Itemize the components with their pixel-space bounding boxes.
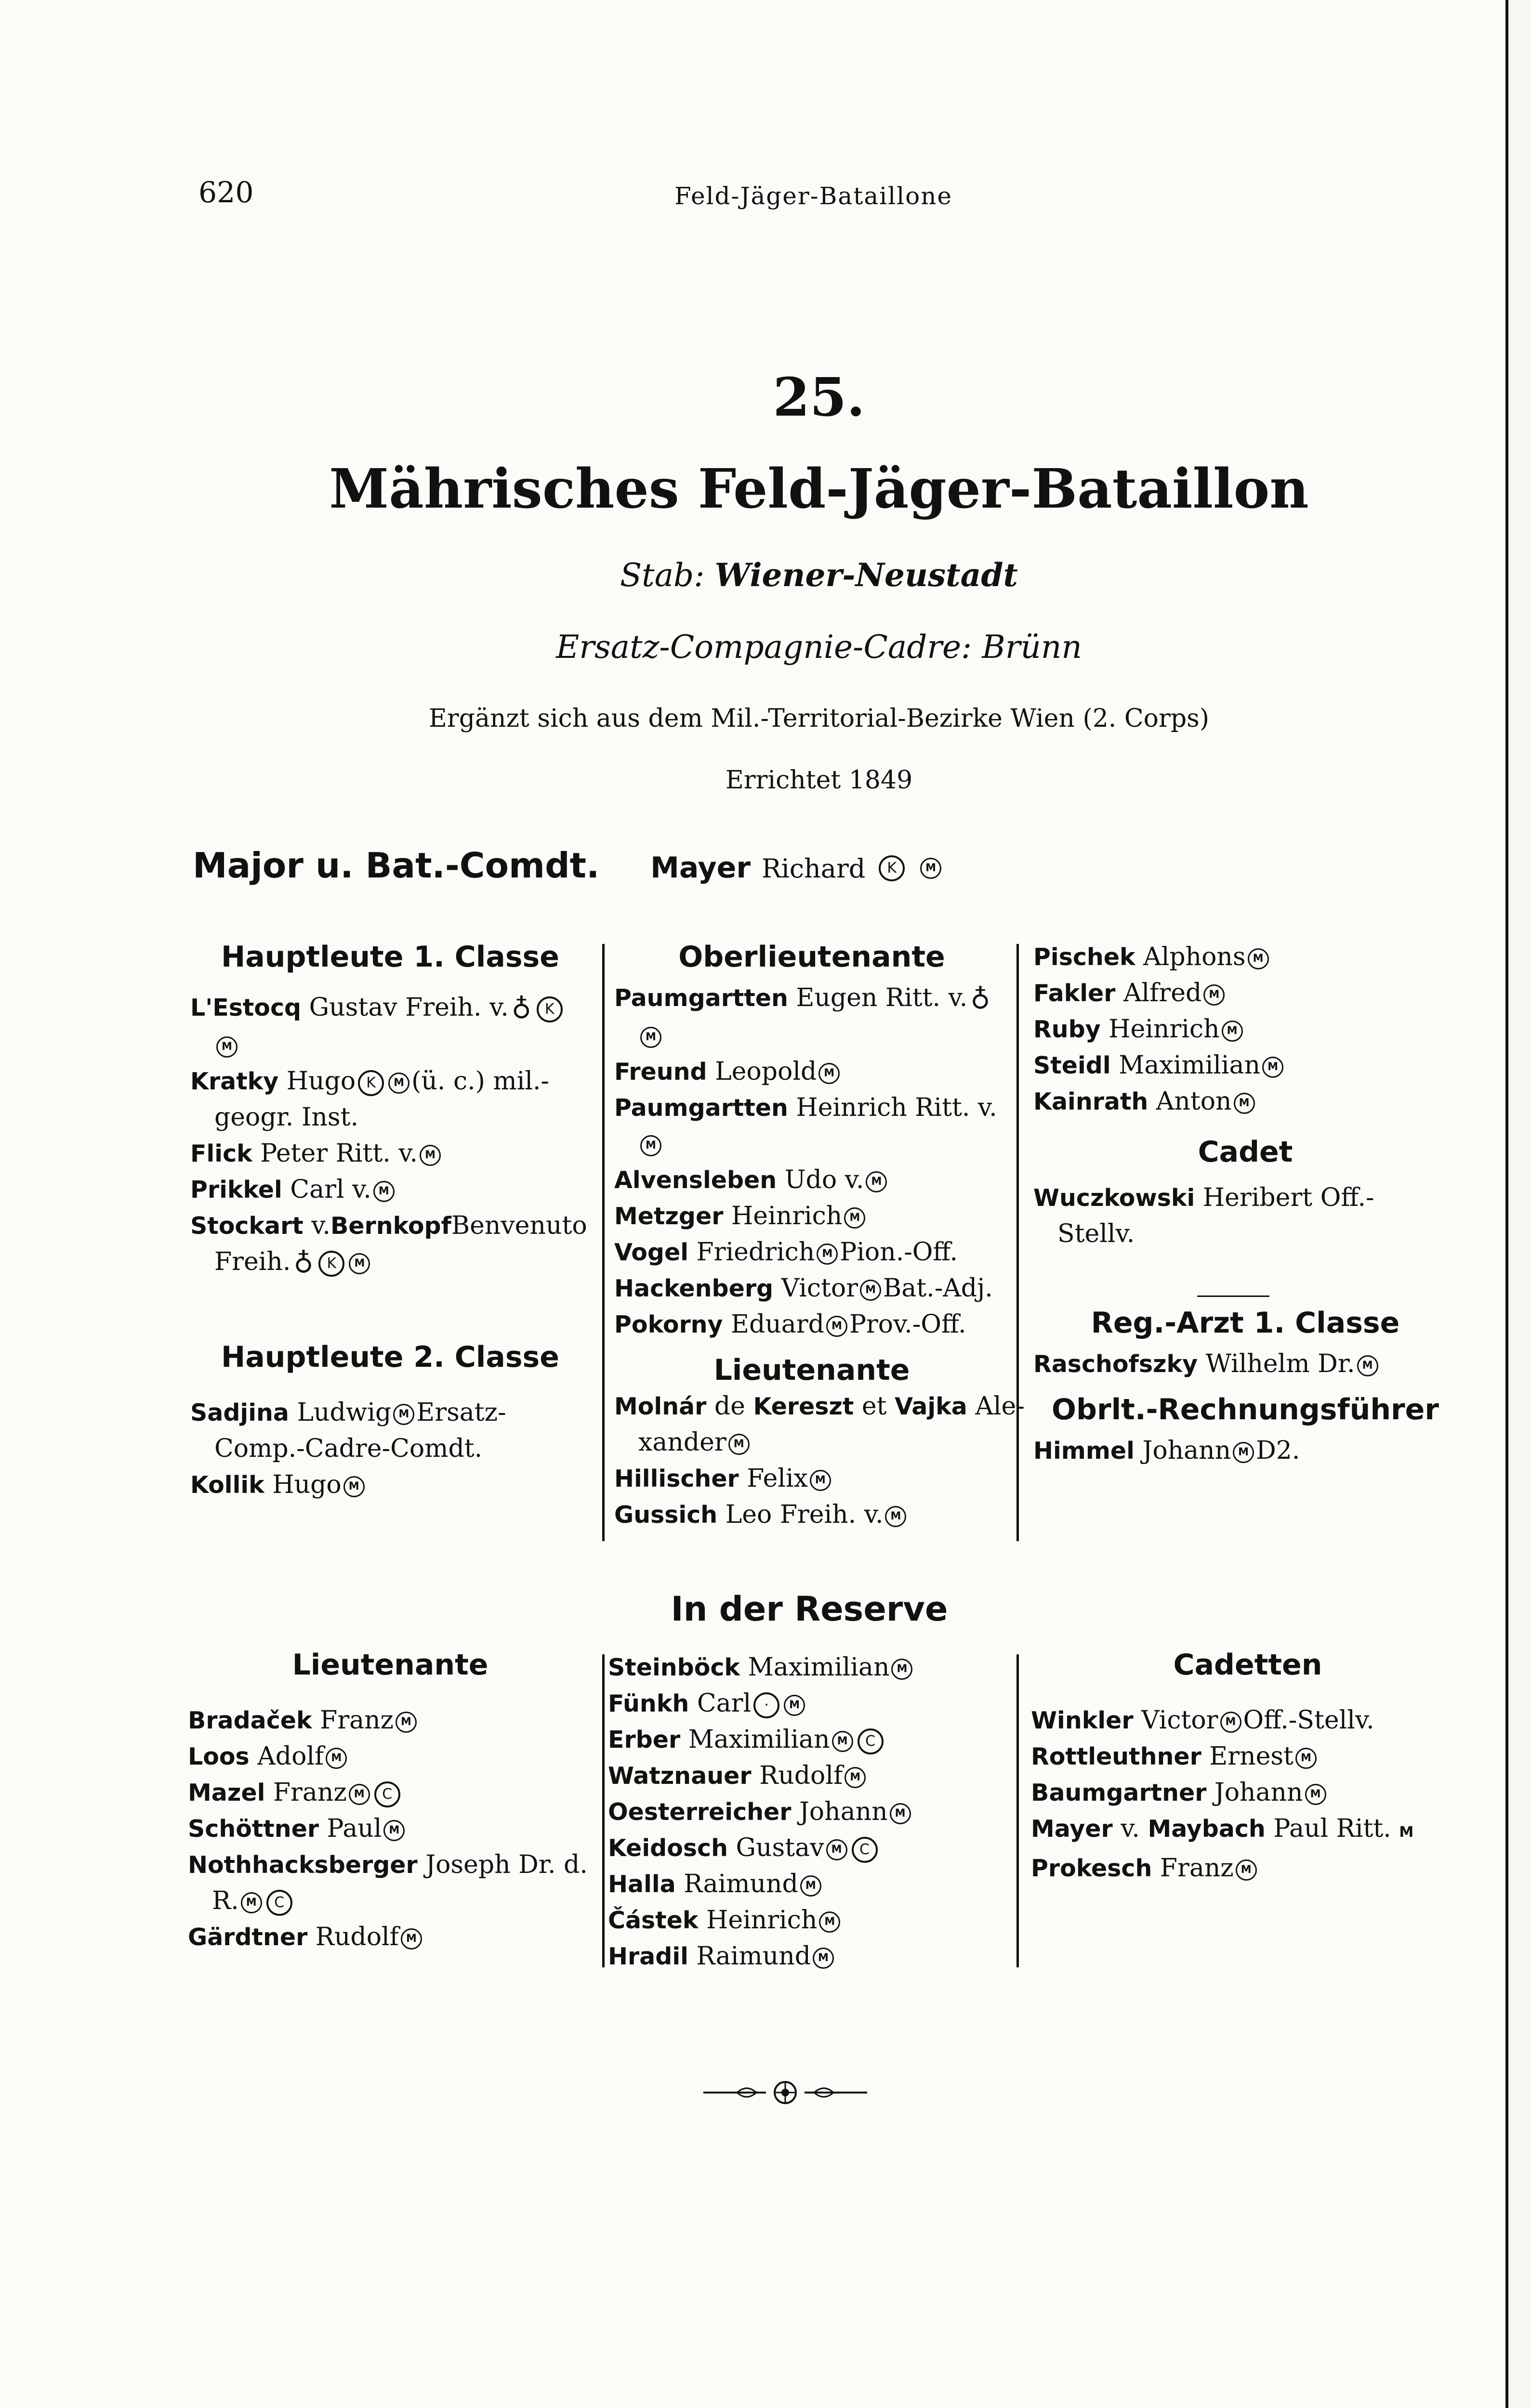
list-item: Watznauer Rudolf M xyxy=(608,1758,1013,1794)
stab-line xyxy=(0,556,1531,594)
list-item: Kratky Hugo K M (ü. c.) mil.- xyxy=(190,1067,550,1096)
merit-icon: M xyxy=(844,1207,865,1229)
list-item-cont xyxy=(614,1126,1009,1162)
merit-icon: M xyxy=(1234,1093,1255,1114)
list-item: Stockart v.BernkopfBenvenuto xyxy=(190,1211,587,1240)
page-edge xyxy=(1505,0,1531,2408)
major-surname: Mayer xyxy=(650,851,751,885)
merit-icon: M xyxy=(818,1063,840,1084)
list-item: Alvensleben Udo v. M xyxy=(614,1162,1009,1198)
merit-icon: M xyxy=(826,1839,847,1860)
k-mark-icon: K xyxy=(537,996,563,1022)
page-number: 620 xyxy=(198,176,254,209)
list-item: Mayer v. Maybach Paul Ritt. M xyxy=(1031,1814,1414,1843)
merit-icon: M xyxy=(349,1784,370,1805)
list-item: Fünkh Carl · M xyxy=(608,1686,1013,1722)
merit-icon: M xyxy=(810,1470,831,1491)
merit-icon: M xyxy=(640,1135,661,1156)
list-item: L'Estocq Gustav Freih. v. ♁ K xyxy=(190,990,590,1027)
merit-icon: M xyxy=(326,1748,347,1769)
section-heading: Cadet xyxy=(1198,1135,1293,1169)
errichtet-line: Errichtet 1849 xyxy=(725,766,913,795)
major-label: Major u. Bat.-Comdt. xyxy=(193,845,600,886)
merit-icon: M xyxy=(241,1892,262,1913)
k-mark-icon: K xyxy=(358,1070,384,1096)
list-item: Kainrath Anton M xyxy=(1033,1084,1457,1120)
column-2 xyxy=(614,939,1025,1533)
divider xyxy=(1197,1296,1269,1297)
list-item-cont xyxy=(190,1027,590,1063)
list-item: Schöttner Paul M xyxy=(188,1811,593,1847)
merit-icon: M xyxy=(832,1731,853,1752)
order-icon: ♁ xyxy=(970,984,990,1015)
list-item: Hradil Raimund M xyxy=(608,1938,1013,1975)
section-heading: Reg.-Arzt 1. Classe xyxy=(1091,1306,1400,1340)
reserve-column-1 xyxy=(188,1647,593,1955)
order-icon: ♁ xyxy=(293,1248,314,1279)
section-heading: Hauptleute 1. Classe xyxy=(221,940,559,974)
list-item: Bradaček Franz M xyxy=(188,1702,593,1739)
list-item: Fakler Alfred M xyxy=(1033,975,1457,1011)
section-heading: Oberlieutenante xyxy=(678,940,945,974)
merit-icon: M xyxy=(401,1928,422,1950)
merit-icon: M xyxy=(1295,1748,1317,1769)
merit-icon: M xyxy=(383,1820,405,1841)
list-item: Sadjina Ludwig M Ersatz- xyxy=(190,1398,506,1427)
merit-icon: M xyxy=(640,1027,661,1048)
reserve-column-2 xyxy=(608,1649,1013,1975)
list-item: Molnár de Kereszt et Vajka Ale- xyxy=(614,1392,1025,1421)
section-heading: Hauptleute 2. Classe xyxy=(221,1340,559,1374)
c-mark-icon: C xyxy=(858,1728,884,1754)
list-item-cont xyxy=(614,1018,1009,1054)
section-heading: Cadetten xyxy=(1173,1648,1322,1682)
list-item: Steinböck Maximilian M xyxy=(608,1649,1013,1686)
list-item: Částek Heinrich M xyxy=(608,1902,1013,1938)
merit-icon: M xyxy=(373,1181,395,1202)
section-heading: Lieutenante xyxy=(292,1648,488,1682)
list-item: Rottleuthner Ernest M xyxy=(1031,1739,1465,1775)
merit-icon: M xyxy=(388,1073,409,1094)
merit-icon: M xyxy=(1248,948,1269,969)
merit-icon: M xyxy=(885,1506,906,1527)
list-item: Flick Peter Ritt. v. M xyxy=(190,1136,590,1172)
list-item: Erber Maximilian M C xyxy=(608,1722,1013,1758)
list-item: Keidosch Gustav M C xyxy=(608,1830,1013,1866)
ornament-icon xyxy=(703,2076,867,2109)
merit-icon: M xyxy=(1357,1355,1378,1376)
major-line xyxy=(193,845,943,886)
list-item: Vogel Friedrich M Pion.-Off. xyxy=(614,1238,958,1267)
list-item-cont: xander M xyxy=(614,1425,1009,1461)
list-item: Gärdtner Rudolf M xyxy=(188,1919,593,1955)
list-item-cont: R. M C xyxy=(188,1883,593,1919)
merit-icon: M xyxy=(420,1145,441,1166)
merit-icon: M xyxy=(800,1875,821,1897)
merit-icon: M xyxy=(784,1695,805,1716)
ersatz-line xyxy=(0,628,1531,666)
dot-mark-icon: · xyxy=(753,1692,779,1718)
list-item-cont: geogr. Inst. xyxy=(214,1103,358,1132)
merit-icon: M xyxy=(1203,984,1225,1006)
merit-icon: M xyxy=(1222,1021,1243,1042)
list-item-cont: Comp.-Cadre-Comdt. xyxy=(214,1434,483,1463)
list-item: Wuczkowski Heribert Off.- xyxy=(1033,1183,1374,1212)
stab-label: Stab: xyxy=(620,557,705,594)
k-mark-icon: K xyxy=(879,855,905,881)
list-item-cont: Freih. ♁ K M xyxy=(190,1244,590,1282)
list-item: Pischek Alphons M xyxy=(1033,939,1457,975)
list-item: Nothhacksberger Joseph Dr. d. xyxy=(188,1850,588,1879)
running-title: Feld-Jäger-Bataillone xyxy=(674,182,953,210)
merit-letter: M xyxy=(1399,1824,1414,1841)
list-item: Raschofszky Wilhelm Dr. M xyxy=(1033,1346,1457,1382)
battalion-number: 25. xyxy=(773,366,865,428)
merit-icon: M xyxy=(813,1948,834,1969)
list-item: Baumgartner Johann M xyxy=(1031,1775,1465,1811)
list-item: Prokesch Franz M xyxy=(1031,1850,1465,1886)
merit-icon: M xyxy=(845,1767,866,1788)
merit-icon: M xyxy=(866,1171,887,1192)
list-item: Ruby Heinrich M xyxy=(1033,1011,1457,1047)
merit-icon: M xyxy=(920,858,941,879)
list-item: Gussich Leo Freih. v. M xyxy=(614,1497,1009,1533)
battalion-name: Mährisches Feld-Jäger-Bataillon xyxy=(329,458,1309,521)
list-item: Halla Raimund M xyxy=(608,1866,1013,1902)
merit-icon: M xyxy=(1236,1859,1257,1881)
column-1 xyxy=(190,939,590,1503)
list-item: Hackenberg Victor M Bat.-Adj. xyxy=(614,1274,993,1303)
merit-icon: M xyxy=(728,1434,750,1455)
list-item: Winkler Victor M Off.-Stellv. xyxy=(1031,1706,1374,1735)
merit-icon: M xyxy=(826,1316,847,1337)
list-item: Mazel Franz M C xyxy=(188,1775,593,1811)
ersatz-label: Ersatz-Compagnie-Cadre: xyxy=(556,628,972,666)
list-item: Freund Leopold M xyxy=(614,1054,1009,1090)
k-mark-icon: K xyxy=(318,1251,344,1277)
ersatz-value: Brünn xyxy=(982,628,1082,666)
reserve-column-3 xyxy=(1031,1647,1465,1886)
stab-value: Wiener-Neustadt xyxy=(714,556,1018,594)
merit-icon: M xyxy=(216,1036,238,1058)
merit-icon: M xyxy=(349,1253,370,1274)
column-3 xyxy=(1033,939,1457,1469)
column-divider xyxy=(1016,944,1019,1541)
section-heading: Obrlt.-Rechnungsführer xyxy=(1052,1393,1439,1426)
merit-icon: M xyxy=(1305,1784,1326,1805)
list-item: Prikkel Carl v. M xyxy=(190,1172,590,1208)
list-item: Hillischer Felix M xyxy=(614,1461,1009,1497)
c-mark-icon: C xyxy=(852,1837,878,1863)
list-item: Paumgartten Heinrich Ritt. v. xyxy=(614,1093,997,1122)
reserve-heading: In der Reserve xyxy=(671,1589,948,1629)
c-mark-icon: C xyxy=(266,1890,292,1916)
list-item: Oesterreicher Johann M xyxy=(608,1794,1013,1830)
order-icon: ♁ xyxy=(511,994,531,1025)
merit-icon: M xyxy=(890,1803,911,1824)
list-item: Himmel Johann M D2. xyxy=(1033,1436,1300,1465)
merit-icon: M xyxy=(860,1280,881,1301)
merit-icon: M xyxy=(396,1712,417,1733)
merit-icon: M xyxy=(891,1659,912,1680)
c-mark-icon: C xyxy=(374,1781,400,1807)
merit-icon: M xyxy=(343,1476,365,1497)
list-item: Metzger Heinrich M xyxy=(614,1198,1009,1234)
section-heading: Lieutenante xyxy=(713,1353,910,1387)
column-divider xyxy=(602,944,605,1541)
merit-icon: M xyxy=(393,1404,414,1425)
merit-icon: M xyxy=(1233,1442,1254,1463)
list-item-cont: Stellv. xyxy=(1057,1219,1135,1248)
column-divider xyxy=(602,1654,605,1967)
list-item: Loos Adolf M xyxy=(188,1739,593,1775)
merit-icon: M xyxy=(817,1243,838,1265)
column-divider xyxy=(1016,1654,1019,1967)
list-item: Pokorny Eduard M Prov.-Off. xyxy=(614,1310,966,1339)
merit-icon: M xyxy=(1220,1712,1241,1733)
list-item: Kollik Hugo M xyxy=(190,1467,590,1503)
list-item: Paumgartten Eugen Ritt. v. ♁ xyxy=(614,980,1009,1018)
list-item: Steidl Maximilian M xyxy=(1033,1047,1457,1084)
merit-icon: M xyxy=(1262,1057,1283,1078)
major-given: Richard xyxy=(761,853,866,884)
merit-icon: M xyxy=(819,1911,840,1933)
erganzt-line: Ergänzt sich aus dem Mil.-Territorial-Bezirke Wien (2. Corps) xyxy=(428,704,1210,733)
